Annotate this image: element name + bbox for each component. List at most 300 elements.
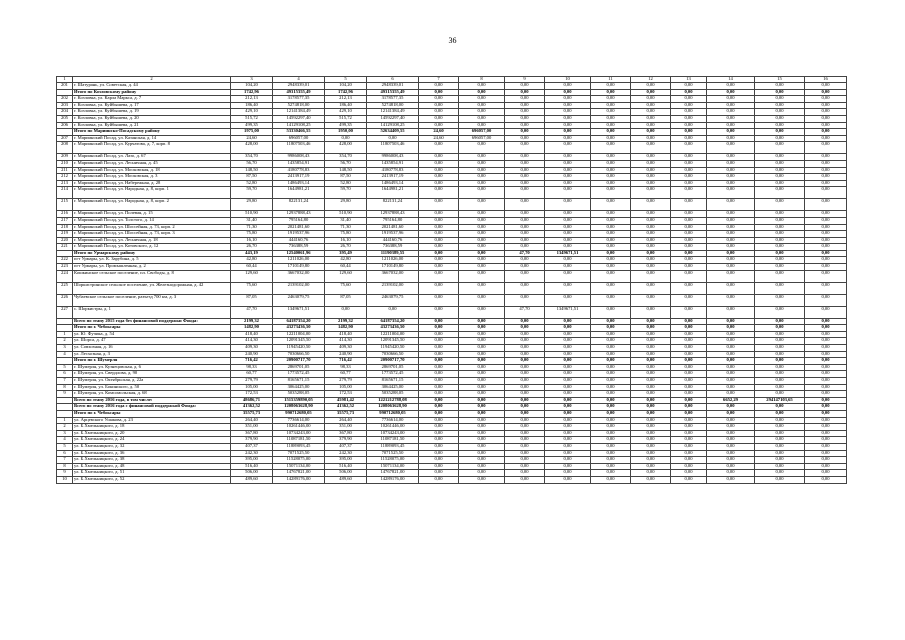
value-cell: 0,00 xyxy=(805,244,847,251)
value-cell: 0,00 xyxy=(671,282,707,294)
value-cell: 0,00 xyxy=(805,450,847,457)
value-cell: 0,00 xyxy=(671,270,707,282)
address-cell: г. Мариинский Посад, ул. Лесничная, д. 18 xyxy=(73,237,231,244)
table-row xyxy=(57,384,847,391)
value-cell: 0,00 xyxy=(805,217,847,224)
value-cell: 11807503,46 xyxy=(273,142,325,154)
value-cell: 0,00 xyxy=(805,115,847,122)
value-cell: 0,00 xyxy=(671,244,707,251)
value-cell: 444160,76 xyxy=(367,237,419,244)
value-cell: 0,00 xyxy=(805,174,847,181)
row-index-cell: 205 xyxy=(57,115,73,122)
address-cell: ул. Б.Хмельницкого, д. 51 xyxy=(73,470,231,477)
value-cell: 0,00 xyxy=(755,180,805,187)
value-cell: 0,00 xyxy=(459,457,505,464)
value-cell: 16,10 xyxy=(325,237,367,244)
value-cell: 0,00 xyxy=(545,358,591,365)
value-cell: 0,00 xyxy=(459,154,505,161)
value-cell: 0,00 xyxy=(419,318,459,325)
value-cell: 0,00 xyxy=(419,142,459,154)
value-cell: 29,80 xyxy=(231,199,273,211)
value-cell: 14767821,00 xyxy=(367,470,419,477)
value-cell: 0,00 xyxy=(591,270,631,282)
value-cell: 0,00 xyxy=(459,325,505,332)
value-cell: 0,00 xyxy=(631,294,671,306)
value-cell: 0,00 xyxy=(459,470,505,477)
value-cell: 0,00 xyxy=(805,160,847,167)
value-cell: 0,00 xyxy=(755,364,805,371)
value-cell: 53330466,55 xyxy=(273,129,325,136)
value-cell: 0,00 xyxy=(755,470,805,477)
value-cell: 31,40 xyxy=(325,217,367,224)
value-cell: 0,00 xyxy=(631,306,671,318)
value-cell: 0,00 xyxy=(755,391,805,398)
address-cell: г. Козловка, ул. Куйбышева, д. 19 xyxy=(73,109,231,116)
value-cell: 0,00 xyxy=(459,463,505,470)
value-cell: 0,00 xyxy=(505,237,545,244)
address-cell: г. Мариинский Посад, ул. Шоссейная, д. 73, корп. 2 xyxy=(73,224,231,231)
column-number-cell: 5 xyxy=(325,77,367,83)
value-cell: 3064425,00 xyxy=(273,384,325,391)
value-cell: 29,80 xyxy=(325,199,367,211)
value-cell: 0,00 xyxy=(805,306,847,318)
value-cell: 0,00 xyxy=(419,217,459,224)
value-cell: 0,00 xyxy=(419,174,459,181)
value-cell: 489,60 xyxy=(231,476,273,483)
value-cell: 0,00 xyxy=(545,338,591,345)
value-cell: 0,00 xyxy=(505,180,545,187)
address-cell: ул. Арцевского Ушакова, д. 23 xyxy=(73,417,231,424)
value-cell: 3064425,00 xyxy=(367,384,419,391)
value-cell: 0,00 xyxy=(805,410,847,417)
address-cell: г. Мариинский Посад, ул. Лесничная, д. 45 xyxy=(73,160,231,167)
table-row xyxy=(57,294,847,306)
value-cell: 0,00 xyxy=(671,443,707,450)
row-index-cell: 213 xyxy=(57,180,73,187)
value-cell: 0,00 xyxy=(545,463,591,470)
value-cell: 0,00 xyxy=(545,318,591,325)
address-cell: г. Шумерля, ул. Бокинского, д. 50 xyxy=(73,384,231,391)
table-row xyxy=(57,437,847,444)
value-cell: 0,00 xyxy=(631,231,671,238)
value-cell: 12937888,43 xyxy=(367,211,419,218)
value-cell: 0,00 xyxy=(805,102,847,109)
value-cell: 407,37 xyxy=(325,443,367,450)
value-cell: 0,00 xyxy=(805,282,847,294)
row-index-cell: 3 xyxy=(57,430,73,437)
row-index-cell: 3 xyxy=(57,345,73,352)
value-cell: 0,00 xyxy=(505,154,545,161)
value-cell: 4180778,83 xyxy=(367,167,419,174)
table-row xyxy=(57,122,847,129)
address-cell: пгт Урмары, ул. Промышленная, д. 2 xyxy=(73,264,231,271)
value-cell: 0,00 xyxy=(545,417,591,424)
value-cell: 0,00 xyxy=(631,257,671,264)
address-cell: Итого по Урмарскому району xyxy=(73,250,231,257)
value-cell: 0,00 xyxy=(591,476,631,483)
value-cell: 2869701,05 xyxy=(367,364,419,371)
value-cell: 0,00 xyxy=(459,417,505,424)
value-cell: 0,00 xyxy=(707,187,755,199)
value-cell: 1435854,91 xyxy=(367,160,419,167)
value-cell: 0,00 xyxy=(631,167,671,174)
value-cell: 0,00 xyxy=(505,331,545,338)
value-cell: 75,60 xyxy=(325,282,367,294)
value-cell: 0,00 xyxy=(591,318,631,325)
value-cell: 41362,52 xyxy=(325,404,367,411)
value-cell: 0,00 xyxy=(671,457,707,464)
address-cell: Итого по г. Шумерля xyxy=(73,358,231,365)
value-cell: 0,00 xyxy=(419,437,459,444)
value-cell: 7736614,00 xyxy=(367,417,419,424)
value-cell: 12091345,50 xyxy=(273,338,325,345)
address-cell: ул. Б.Хмельницкого, д. 20 xyxy=(73,430,231,437)
value-cell: 0,00 xyxy=(631,450,671,457)
address-cell: Шоркистринское сельское поселение, ул. Железнодорожная, д. 42 xyxy=(73,282,231,294)
value-cell: 49315355,49 xyxy=(367,89,419,96)
table-row xyxy=(57,109,847,116)
value-cell: 3667032,00 xyxy=(367,270,419,282)
row-index-cell xyxy=(57,89,73,96)
address-cell: Итого по Мариинско-Посадскому району xyxy=(73,129,231,136)
value-cell: 0,00 xyxy=(505,109,545,116)
value-cell: 2463079,75 xyxy=(273,294,325,306)
value-cell: 0,00 xyxy=(419,404,459,411)
value-cell: 0,00 xyxy=(707,404,755,411)
value-cell: 0,00 xyxy=(459,430,505,437)
subtotal-row xyxy=(57,318,847,325)
value-cell: 1482,90 xyxy=(231,325,273,332)
housing-program-table xyxy=(56,76,847,484)
row-index-cell: 203 xyxy=(57,102,73,109)
value-cell: 43273436,50 xyxy=(367,325,419,332)
value-cell: 0,00 xyxy=(419,154,459,161)
value-cell: 279,79 xyxy=(325,378,367,385)
value-cell: 0,00 xyxy=(505,294,545,306)
value-cell: 0,00 xyxy=(805,358,847,365)
value-cell: 0,00 xyxy=(755,244,805,251)
value-cell: 1208063628,90 xyxy=(273,404,325,411)
value-cell: 0,00 xyxy=(505,89,545,96)
value-cell: 0,00 xyxy=(419,211,459,218)
value-cell: 0,00 xyxy=(755,199,805,211)
value-cell: 0,00 xyxy=(505,211,545,218)
value-cell: 0,00 xyxy=(545,237,591,244)
value-cell: 0,00 xyxy=(545,174,591,181)
value-cell: 0,00 xyxy=(591,217,631,224)
value-cell: 0,00 xyxy=(755,250,805,257)
value-cell: 0,00 xyxy=(591,463,631,470)
table-row xyxy=(57,174,847,181)
address-cell: г. Козловка, ул. Куйбышева, д. 17 xyxy=(73,102,231,109)
value-cell: 0,00 xyxy=(419,102,459,109)
value-cell: 506,00 xyxy=(231,470,273,477)
value-cell: 0,00 xyxy=(755,211,805,218)
value-cell: 0,00 xyxy=(419,470,459,477)
value-cell: 2463079,75 xyxy=(367,294,419,306)
value-cell: 0,00 xyxy=(631,345,671,352)
value-cell: 0,00 xyxy=(545,371,591,378)
value-cell: 264,40 xyxy=(325,417,367,424)
value-cell: 0,00 xyxy=(755,282,805,294)
value-cell: 0,00 xyxy=(805,129,847,136)
table-row xyxy=(57,430,847,437)
value-cell: 240,90 xyxy=(325,351,367,358)
value-cell: 506,00 xyxy=(325,470,367,477)
value-cell: 0,00 xyxy=(459,358,505,365)
value-cell: 0,00 xyxy=(505,364,545,371)
value-cell: 11087181,50 xyxy=(367,437,419,444)
value-cell: 0,00 xyxy=(755,154,805,161)
value-cell: 0,00 xyxy=(505,160,545,167)
value-cell: 0,00 xyxy=(707,338,755,345)
table-row xyxy=(57,424,847,431)
value-cell: 822131,24 xyxy=(367,199,419,211)
row-index-cell xyxy=(57,129,73,136)
value-cell: 0,00 xyxy=(545,410,591,417)
value-cell: 0,00 xyxy=(755,109,805,116)
value-cell: 59,70 xyxy=(231,187,273,199)
value-cell: 2139102,00 xyxy=(367,282,419,294)
value-cell: 0,00 xyxy=(707,167,755,174)
value-cell: 0,00 xyxy=(755,351,805,358)
subtotal-row xyxy=(57,325,847,332)
address-cell: г. Шумерля, ул. Кузнецовская, д. 6 xyxy=(73,364,231,371)
value-cell: 0,00 xyxy=(591,371,631,378)
value-cell: 0,00 xyxy=(505,384,545,391)
value-cell: 1710149,80 xyxy=(273,264,325,271)
value-cell: 0,00 xyxy=(459,257,505,264)
value-cell: 990712680,05 xyxy=(367,410,419,417)
value-cell: 0,00 xyxy=(459,397,505,404)
value-cell: 0,00 xyxy=(459,160,505,167)
table-row xyxy=(57,167,847,174)
value-cell: 0,00 xyxy=(545,404,591,411)
value-cell: 2139102,00 xyxy=(273,282,325,294)
value-cell: 129,60 xyxy=(325,270,367,282)
row-index-cell: 211 xyxy=(57,167,73,174)
address-cell: ул. Б.Хмельницкого, д. 38 xyxy=(73,457,231,464)
value-cell: 0,00 xyxy=(545,294,591,306)
value-cell: 0,00 xyxy=(755,450,805,457)
table-row xyxy=(57,338,847,345)
value-cell: 10261446,00 xyxy=(273,424,325,431)
value-cell: 0,00 xyxy=(505,397,545,404)
value-cell: 0,00 xyxy=(419,244,459,251)
value-cell: 0,00 xyxy=(631,83,671,90)
value-cell: 0,00 xyxy=(707,224,755,231)
value-cell: 0,00 xyxy=(671,325,707,332)
value-cell: 0,00 xyxy=(805,397,847,404)
row-index-cell: 7 xyxy=(57,457,73,464)
value-cell: 0,00 xyxy=(419,237,459,244)
column-number-cell: 1 xyxy=(57,77,73,83)
value-cell: 0,00 xyxy=(419,122,459,129)
value-cell: 0,00 xyxy=(671,391,707,398)
value-cell: 0,00 xyxy=(707,325,755,332)
value-cell: 0,00 xyxy=(755,371,805,378)
value-cell: 0,00 xyxy=(707,351,755,358)
value-cell: 24,60 xyxy=(419,129,459,136)
value-cell: 148,50 xyxy=(231,167,273,174)
value-cell: 351,00 xyxy=(231,424,273,431)
value-cell: 716,42 xyxy=(231,358,273,365)
value-cell: 0,00 xyxy=(631,96,671,103)
value-cell: 0,00 xyxy=(367,135,419,142)
table-row xyxy=(57,142,847,154)
value-cell: 736388,59 xyxy=(273,244,325,251)
value-cell: 0,00 xyxy=(505,264,545,271)
value-cell: 0,00 xyxy=(707,476,755,483)
value-cell: 516,40 xyxy=(325,463,367,470)
value-cell: 16,10 xyxy=(231,237,273,244)
value-cell: 0,00 xyxy=(755,270,805,282)
value-cell: 0,00 xyxy=(419,109,459,116)
value-cell: 407,37 xyxy=(231,443,273,450)
value-cell: 11889093,45 xyxy=(273,443,325,450)
value-cell: 0,00 xyxy=(707,142,755,154)
value-cell: 409,30 xyxy=(231,345,273,352)
row-index-cell: 1 xyxy=(57,331,73,338)
value-cell: 5035288,05 xyxy=(273,391,325,398)
row-index-cell: 220 xyxy=(57,237,73,244)
value-cell: 0,00 xyxy=(671,371,707,378)
value-cell: 0,00 xyxy=(671,115,707,122)
value-cell: 0,00 xyxy=(707,282,755,294)
table-row xyxy=(57,264,847,271)
value-cell: 0,00 xyxy=(505,174,545,181)
value-cell: 0,00 xyxy=(505,351,545,358)
value-cell: 367,80 xyxy=(231,430,273,437)
value-cell: 0,00 xyxy=(505,167,545,174)
value-cell: 0,00 xyxy=(805,443,847,450)
value-cell: 172,53 xyxy=(231,391,273,398)
value-cell: 0,00 xyxy=(545,224,591,231)
column-number-cell: 14 xyxy=(707,77,755,83)
value-cell: 0,00 xyxy=(671,129,707,136)
value-cell: 0,00 xyxy=(545,391,591,398)
row-index-cell: 207 xyxy=(57,135,73,142)
subtotal-row xyxy=(57,410,847,417)
value-cell: 0,00 xyxy=(805,476,847,483)
value-cell: 43273436,50 xyxy=(273,325,325,332)
value-cell: 60,44 xyxy=(231,264,273,271)
value-cell: 0,00 xyxy=(631,89,671,96)
value-cell: 0,00 xyxy=(755,187,805,199)
value-cell: 0,00 xyxy=(671,450,707,457)
value-cell: 0,00 xyxy=(707,331,755,338)
value-cell: 0,00 xyxy=(545,270,591,282)
value-cell: 0,00 xyxy=(707,358,755,365)
value-cell: 0,00 xyxy=(545,135,591,142)
table-row xyxy=(57,199,847,211)
value-cell: 15071134,00 xyxy=(367,463,419,470)
value-cell: 0,00 xyxy=(755,410,805,417)
value-cell: 0,00 xyxy=(805,378,847,385)
value-cell: 0,00 xyxy=(671,364,707,371)
value-cell: 696057,00 xyxy=(459,129,505,136)
table-row xyxy=(57,115,847,122)
value-cell: 3667032,00 xyxy=(273,270,325,282)
value-cell: 0,00 xyxy=(419,410,459,417)
value-cell: 0,00 xyxy=(591,109,631,116)
row-index-cell: 210 xyxy=(57,160,73,167)
value-cell: 0,00 xyxy=(805,154,847,161)
value-cell: 0,00 xyxy=(805,180,847,187)
value-cell: 0,00 xyxy=(591,470,631,477)
value-cell: 0,00 xyxy=(459,142,505,154)
value-cell: 0,00 xyxy=(631,211,671,218)
value-cell: 0,00 xyxy=(631,351,671,358)
value-cell: 11889093,45 xyxy=(367,443,419,450)
value-cell: 0,00 xyxy=(631,384,671,391)
value-cell: 0,00 xyxy=(505,231,545,238)
value-cell: 0,00 xyxy=(459,476,505,483)
value-cell: 35575,73 xyxy=(231,410,273,417)
value-cell: 0,00 xyxy=(631,109,671,116)
value-cell: 264,40 xyxy=(231,417,273,424)
row-index-cell: 6 xyxy=(57,450,73,457)
value-cell: 0,00 xyxy=(631,371,671,378)
value-cell: 71,30 xyxy=(231,224,273,231)
value-cell: 0,00 xyxy=(591,244,631,251)
row-index-cell: 1 xyxy=(57,417,73,424)
value-cell: 0,00 xyxy=(707,371,755,378)
value-cell: 56,70 xyxy=(325,160,367,167)
value-cell: 7071525,50 xyxy=(367,450,419,457)
value-cell: 1773572,45 xyxy=(367,371,419,378)
value-cell: 9986008,43 xyxy=(367,154,419,161)
value-cell: 354,70 xyxy=(231,154,273,161)
row-index-cell: 217 xyxy=(57,217,73,224)
value-cell: 0,00 xyxy=(631,338,671,345)
value-cell: 0,00 xyxy=(459,391,505,398)
value-cell: 0,00 xyxy=(545,430,591,437)
value-cell: 0,00 xyxy=(459,102,505,109)
value-cell: 0,00 xyxy=(505,318,545,325)
value-cell: 351,00 xyxy=(325,424,367,431)
row-index-cell: 4 xyxy=(57,351,73,358)
value-cell: 11807503,46 xyxy=(367,142,419,154)
value-cell: 2021481,60 xyxy=(273,224,325,231)
value-cell: 0,00 xyxy=(707,457,755,464)
table-row xyxy=(57,463,847,470)
value-cell: 2199,32 xyxy=(325,318,367,325)
value-cell: 0,00 xyxy=(631,358,671,365)
value-cell: 428,00 xyxy=(231,142,273,154)
value-cell: 52,80 xyxy=(325,180,367,187)
value-cell: 3178577,35 xyxy=(367,96,419,103)
value-cell: 409,30 xyxy=(325,345,367,352)
value-cell: 0,00 xyxy=(545,457,591,464)
value-cell: 0,00 xyxy=(505,457,545,464)
row-index-cell: 212 xyxy=(57,174,73,181)
value-cell: 0,00 xyxy=(631,410,671,417)
value-cell: 0,00 xyxy=(671,338,707,345)
address-cell: ул. Совхозная, д. 16 xyxy=(73,345,231,352)
value-cell: 0,00 xyxy=(707,250,755,257)
value-cell: 0,00 xyxy=(459,83,505,90)
value-cell: 12937888,43 xyxy=(273,211,325,218)
subtotal-row xyxy=(57,397,847,404)
value-cell: 0,00 xyxy=(631,244,671,251)
value-cell: 0,00 xyxy=(631,430,671,437)
value-cell: 105,00 xyxy=(325,384,367,391)
value-cell: 24,60 xyxy=(419,135,459,142)
value-cell: 0,00 xyxy=(545,142,591,154)
row-index-cell xyxy=(57,318,73,325)
value-cell: 75,80 xyxy=(325,231,367,238)
